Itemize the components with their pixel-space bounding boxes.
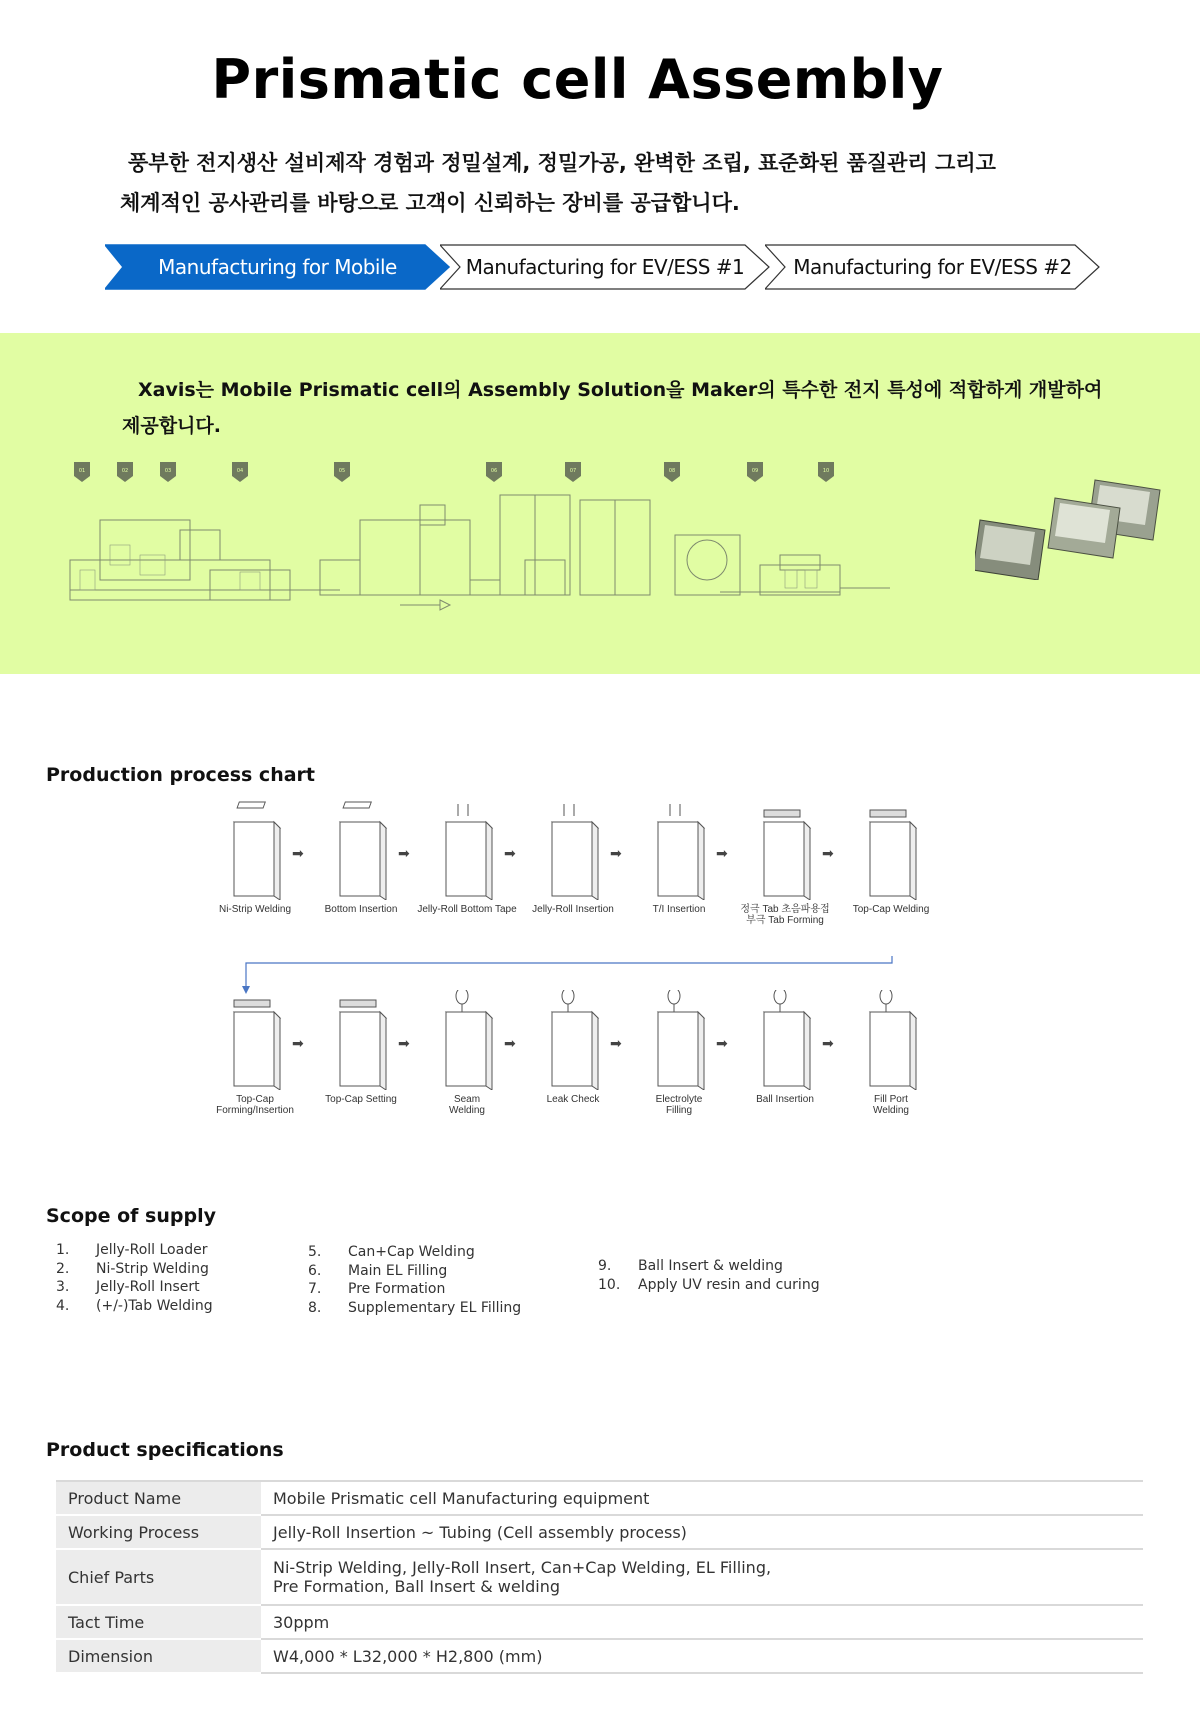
process-arrow-icon: ➡	[398, 845, 410, 861]
process-step-label: Jelly-Roll Insertion	[532, 904, 614, 915]
process-step-label: Seam Welding	[449, 1094, 485, 1116]
scope-item	[598, 1276, 820, 1295]
process-step-label: Jelly-Roll Bottom Tape	[417, 904, 517, 915]
scope-item-text: Can+Cap Welding	[348, 1244, 475, 1260]
scope-item-text: Ni-Strip Welding	[96, 1260, 209, 1277]
scope-item-text: Supplementary EL Filling	[348, 1299, 522, 1316]
scope-heading: Scope of supply	[46, 1205, 216, 1227]
spec-row	[56, 1605, 1143, 1639]
specs-table	[56, 1480, 1143, 1674]
process-step-label: Fill Port Welding	[873, 1094, 909, 1116]
scope-item-number: 6.	[308, 1262, 322, 1279]
scope-item-number: 8.	[308, 1299, 322, 1316]
process-arrow-icon: ➡	[610, 845, 622, 861]
process-arrow-icon: ➡	[610, 1035, 622, 1051]
scope-item-text: Main EL Filling	[348, 1262, 448, 1279]
process-arrow-icon: ➡	[504, 845, 516, 861]
process-step	[407, 990, 527, 1116]
tab-ev-ess-2[interactable]	[765, 244, 1100, 290]
process-arrow-icon: ➡	[504, 1035, 516, 1051]
spec-row	[56, 1639, 1143, 1673]
spec-row	[56, 1515, 1143, 1549]
process-step	[725, 800, 845, 926]
tab-ev-ess-1[interactable]	[440, 244, 770, 290]
intro-text	[120, 143, 1100, 223]
specs-heading: Product specifications	[46, 1439, 284, 1461]
process-step-label: Electrolyte Filling	[655, 1094, 703, 1116]
band-line-2: 제공합니다.	[122, 415, 221, 437]
scope-item-number: 5.	[308, 1244, 322, 1260]
page-title: Prismatic cell Assembly	[211, 48, 944, 111]
tab-ev-ess-1-label: Manufacturing for EV/ESS #1	[465, 255, 745, 279]
process-step-label: Ball Insertion	[756, 1094, 814, 1105]
spec-value: Jelly-Roll Insertion ~ Tubing (Cell assembly process)	[261, 1515, 1143, 1549]
tab-bar	[105, 244, 1105, 290]
process-arrow-icon: ➡	[716, 845, 728, 861]
scope-item	[308, 1243, 521, 1262]
scope-item	[598, 1257, 820, 1276]
station-marker	[232, 462, 248, 482]
scope-item-number: 1.	[56, 1242, 70, 1258]
spec-value: W4,000 * L32,000 * H2,800 (mm)	[261, 1639, 1143, 1673]
station-marker	[74, 462, 90, 482]
band-text	[122, 372, 1122, 444]
process-step	[195, 990, 315, 1116]
process-arrow-icon: ➡	[292, 845, 304, 861]
svg-text:10: 10	[822, 468, 830, 474]
spec-key: Working Process	[56, 1515, 261, 1549]
station-marker	[818, 462, 834, 482]
station-markers	[74, 462, 834, 482]
scope-item-text: Ball Insert & welding	[638, 1258, 783, 1274]
process-step-label: Leak Check	[546, 1094, 600, 1105]
process-arrow-icon: ➡	[822, 1035, 834, 1051]
process-heading: Production process chart	[46, 764, 315, 786]
svg-text:07: 07	[569, 468, 577, 474]
spec-key: Tact Time	[56, 1605, 261, 1639]
scope-item-text: Apply UV resin and curing	[638, 1276, 820, 1293]
scope-item	[56, 1260, 213, 1279]
scope-item-text: Pre Formation	[348, 1281, 446, 1297]
process-step-label: 정극 Tab 초음파용접 부극 Tab Forming	[740, 904, 830, 926]
station-marker	[334, 462, 350, 482]
scope-item	[56, 1278, 213, 1297]
intro-line-2: 체계적인 공사관리를 바탕으로 고객이 신뢰하는 장비를 공급합니다.	[120, 191, 740, 215]
scope-item	[308, 1299, 521, 1318]
process-connector	[242, 948, 922, 1008]
station-marker	[664, 462, 680, 482]
process-step	[619, 990, 739, 1116]
scope-item	[56, 1297, 213, 1316]
tab-mobile[interactable]	[105, 244, 450, 290]
svg-text:08: 08	[668, 468, 676, 474]
svg-text:06: 06	[490, 468, 498, 474]
process-arrow-icon: ➡	[398, 1035, 410, 1051]
svg-text:05: 05	[338, 468, 346, 474]
process-arrow-icon: ➡	[292, 1035, 304, 1051]
svg-text:04: 04	[236, 468, 244, 474]
scope-item-text: Jelly-Roll Insert	[96, 1279, 200, 1295]
scope-item-text: (+/-)Tab Welding	[96, 1297, 213, 1314]
svg-text:01: 01	[78, 468, 86, 474]
station-marker	[565, 462, 581, 482]
svg-text:03: 03	[164, 468, 172, 474]
band-line-1: Xavis는 Mobile Prismatic cell의 Assembly Solution을 Maker의 특수한 전지 특성에 적합하게 개발하여	[138, 379, 1103, 401]
assembly-line-drawing	[60, 460, 940, 630]
spec-key: Product Name	[56, 1481, 261, 1515]
station-marker	[486, 462, 502, 482]
process-step-label: Top-Cap Setting	[325, 1094, 397, 1105]
tab-ev-ess-2-label: Manufacturing for EV/ESS #2	[793, 255, 1072, 279]
scope-col-2	[308, 1243, 521, 1317]
scope-item	[308, 1280, 521, 1299]
scope-item-number: 3.	[56, 1279, 70, 1295]
scope-item-number: 7.	[308, 1281, 322, 1297]
process-step-label: Ni-Strip Welding	[218, 904, 292, 915]
scope-item-number: 4.	[56, 1297, 70, 1314]
station-marker	[160, 462, 176, 482]
scope-item	[56, 1241, 213, 1260]
station-marker	[747, 462, 763, 482]
scope-col-1	[56, 1241, 213, 1315]
svg-text:09: 09	[751, 468, 759, 474]
scope-item	[308, 1262, 521, 1281]
scope-item-text: Jelly-Roll Loader	[96, 1242, 208, 1258]
prismatic-cells-image	[975, 470, 1175, 580]
spec-row	[56, 1481, 1143, 1515]
scope-item-number: 10.	[598, 1276, 621, 1293]
process-chart	[216, 800, 1020, 1160]
process-step-label: Top-Cap Forming/Insertion	[216, 1094, 294, 1116]
scope-item-number: 2.	[56, 1260, 70, 1277]
process-step	[831, 800, 951, 915]
spec-value: 30ppm	[261, 1605, 1143, 1639]
svg-text:02: 02	[121, 468, 129, 474]
station-marker	[117, 462, 133, 482]
tab-mobile-label: Manufacturing for Mobile	[158, 255, 397, 279]
spec-row	[56, 1549, 1143, 1605]
intro-line-1: 풍부한 전지생산 설비제작 경험과 정밀설계, 정밀가공, 완벽한 조립, 표준화된 품질관리 그리고	[128, 151, 996, 175]
scope-item-number: 9.	[598, 1258, 612, 1274]
spec-value: Ni-Strip Welding, Jelly-Roll Insert, Can+Cap Welding, EL Filling, Pre Formation, Ball Insert & welding	[261, 1549, 1143, 1605]
scope-col-3	[598, 1257, 820, 1294]
spec-value: Mobile Prismatic cell Manufacturing equipment	[261, 1481, 1143, 1515]
process-arrow-icon: ➡	[822, 845, 834, 861]
process-step-label: Top-Cap Welding	[852, 904, 930, 915]
process-step-label: T/I Insertion	[652, 904, 706, 915]
process-arrow-icon: ➡	[716, 1035, 728, 1051]
spec-key: Dimension	[56, 1639, 261, 1673]
process-step	[831, 990, 951, 1116]
process-step-label: Bottom Insertion	[324, 904, 398, 915]
spec-key: Chief Parts	[56, 1549, 261, 1605]
